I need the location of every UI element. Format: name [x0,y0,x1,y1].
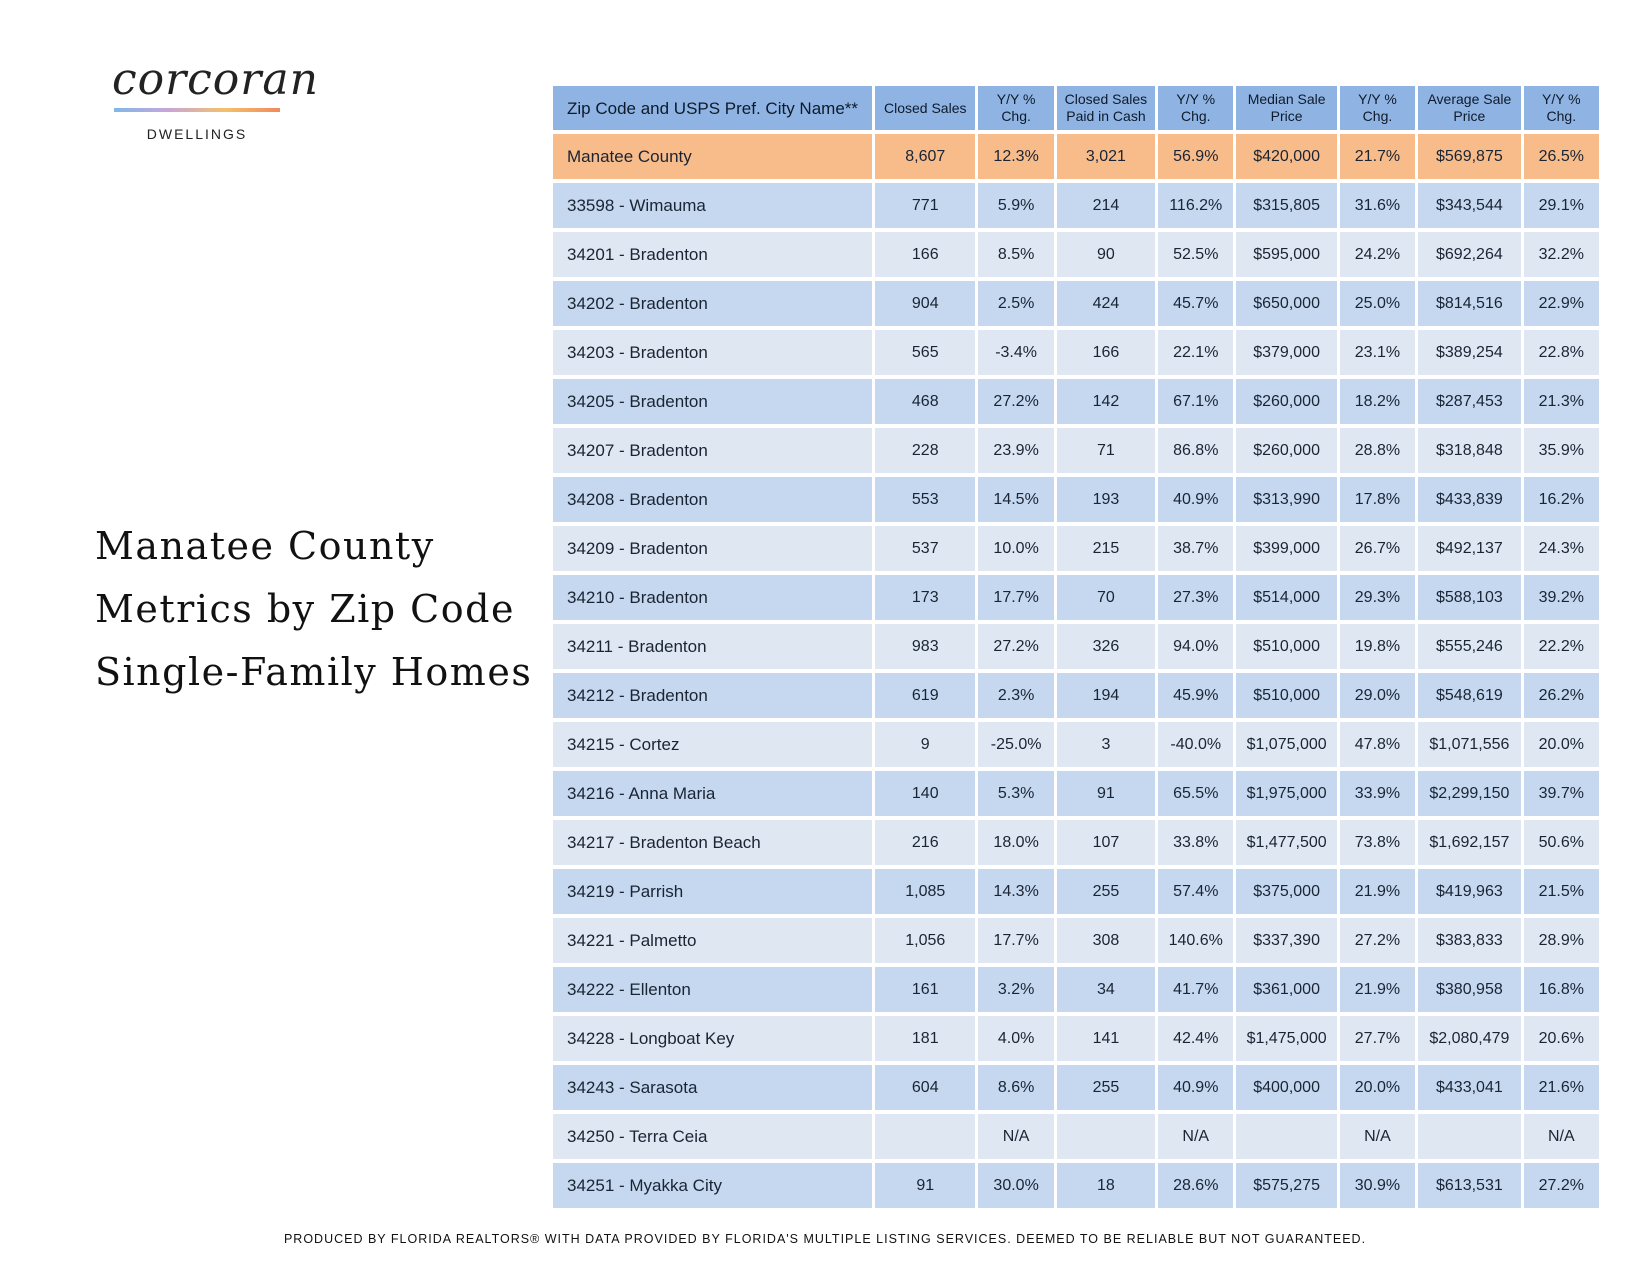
table-cell: 26.7% [1340,526,1415,571]
page-title [95,515,535,704]
table-cell: $575,275 [1236,1163,1336,1208]
row-label-cell: 34203 - Bradenton [553,330,872,375]
table-cell: $692,264 [1418,232,1521,277]
table-cell: 193 [1057,477,1155,522]
row-label-cell: 34210 - Bradenton [553,575,872,620]
table-cell: 39.7% [1524,771,1599,816]
column-header: Y/Y % Chg. [1524,86,1599,130]
table-cell: 21.5% [1524,869,1599,914]
table-cell: 14.3% [978,869,1053,914]
column-header: Y/Y % Chg. [978,86,1053,130]
table-cell: 4.0% [978,1016,1053,1061]
table-cell: 21.9% [1340,967,1415,1012]
table-cell: 27.3% [1158,575,1233,620]
table-cell: 20.6% [1524,1016,1599,1061]
table-cell: 3,021 [1057,134,1155,179]
table-cell: 27.2% [1340,918,1415,963]
table-cell: $2,080,479 [1418,1016,1521,1061]
table-cell: $510,000 [1236,624,1336,669]
table-cell: $260,000 [1236,379,1336,424]
table-cell: 3 [1057,722,1155,767]
table-row [553,624,1599,669]
table-cell: 65.5% [1158,771,1233,816]
row-label-cell: 34228 - Longboat Key [553,1016,872,1061]
table-row [553,330,1599,375]
table-cell: 22.2% [1524,624,1599,669]
table-row [553,918,1599,963]
table-row [553,281,1599,326]
table-cell: 25.0% [1340,281,1415,326]
table-cell [875,1114,975,1159]
table-cell: N/A [1524,1114,1599,1159]
table-cell: $420,000 [1236,134,1336,179]
table-cell: $433,041 [1418,1065,1521,1110]
table-cell: 31.6% [1340,183,1415,228]
table-row [553,232,1599,277]
table-cell: 56.9% [1158,134,1233,179]
table-cell: 45.9% [1158,673,1233,718]
table-cell: $399,000 [1236,526,1336,571]
table-cell: 27.2% [978,379,1053,424]
table-cell: 16.2% [1524,477,1599,522]
table-cell: 215 [1057,526,1155,571]
row-label-cell: 34221 - Palmetto [553,918,872,963]
table-cell: $514,000 [1236,575,1336,620]
table-cell: $555,246 [1418,624,1521,669]
title-line: Manatee County [95,524,435,568]
table-cell: 140 [875,771,975,816]
table-row [553,477,1599,522]
table-cell: $1,475,000 [1236,1016,1336,1061]
table-cell: 181 [875,1016,975,1061]
table-cell: $313,990 [1236,477,1336,522]
table-cell: 619 [875,673,975,718]
table-cell: 34 [1057,967,1155,1012]
table-cell: 40.9% [1158,1065,1233,1110]
table-row [553,722,1599,767]
table-cell: 2.5% [978,281,1053,326]
table-cell: 91 [875,1163,975,1208]
table-cell: $287,453 [1418,379,1521,424]
table-cell: $1,075,000 [1236,722,1336,767]
row-label-cell: 34207 - Bradenton [553,428,872,473]
table-row [553,820,1599,865]
table-cell: 24.3% [1524,526,1599,571]
table-cell: 216 [875,820,975,865]
table-cell: 86.8% [1158,428,1233,473]
table-cell: 52.5% [1158,232,1233,277]
table-row [553,575,1599,620]
table-cell: N/A [1340,1114,1415,1159]
table-cell: 70 [1057,575,1155,620]
row-label-cell: 34201 - Bradenton [553,232,872,277]
table-cell: $318,848 [1418,428,1521,473]
table-cell: $400,000 [1236,1065,1336,1110]
row-label-cell: 34217 - Bradenton Beach [553,820,872,865]
row-label-cell: 34208 - Bradenton [553,477,872,522]
table-cell: $1,477,500 [1236,820,1336,865]
column-header: Y/Y % Chg. [1340,86,1415,130]
table-cell: 28.6% [1158,1163,1233,1208]
table-cell: 18.2% [1340,379,1415,424]
logo-subtitle: DWELLINGS [146,126,248,142]
table-cell: 21.3% [1524,379,1599,424]
table-cell: $1,975,000 [1236,771,1336,816]
table-cell: 27.2% [978,624,1053,669]
table-cell: $595,000 [1236,232,1336,277]
table-cell: 17.7% [978,575,1053,620]
table-cell: 40.9% [1158,477,1233,522]
table-cell: $380,958 [1418,967,1521,1012]
table-cell: 32.2% [1524,232,1599,277]
table-cell: 19.8% [1340,624,1415,669]
table-cell: $361,000 [1236,967,1336,1012]
table-cell: $650,000 [1236,281,1336,326]
table-cell: 771 [875,183,975,228]
table-cell: 8,607 [875,134,975,179]
table-cell: 18 [1057,1163,1155,1208]
table-cell: 29.0% [1340,673,1415,718]
table-row [553,967,1599,1012]
table-cell: 42.4% [1158,1016,1233,1061]
table-cell: 2.3% [978,673,1053,718]
table-cell: $1,692,157 [1418,820,1521,865]
table-row [553,771,1599,816]
row-label-cell: 33598 - Wimauma [553,183,872,228]
table-cell: 71 [1057,428,1155,473]
table-cell: 29.3% [1340,575,1415,620]
table-cell: 90 [1057,232,1155,277]
table-cell: 33.9% [1340,771,1415,816]
table-cell: 23.9% [978,428,1053,473]
table-cell: 57.4% [1158,869,1233,914]
row-label-cell: 34211 - Bradenton [553,624,872,669]
table-cell: $419,963 [1418,869,1521,914]
table-cell: $510,000 [1236,673,1336,718]
column-header: Closed Sales [875,86,975,130]
table-row [553,1114,1599,1159]
table-cell: 29.1% [1524,183,1599,228]
table-cell: 8.6% [978,1065,1053,1110]
table-cell: 3.2% [978,967,1053,1012]
table-cell: 20.0% [1524,722,1599,767]
table-cell: $260,000 [1236,428,1336,473]
table-cell: 21.7% [1340,134,1415,179]
table-cell: 94.0% [1158,624,1233,669]
table-cell: 50.6% [1524,820,1599,865]
table-cell: 20.0% [1340,1065,1415,1110]
table-cell: 1,056 [875,918,975,963]
table-cell: 116.2% [1158,183,1233,228]
table-cell: 30.0% [978,1163,1053,1208]
table-cell: 142 [1057,379,1155,424]
table-row [553,1016,1599,1061]
row-label-cell: 34205 - Bradenton [553,379,872,424]
table-cell: 28.9% [1524,918,1599,963]
corcoran-logo [112,54,319,142]
table-cell: -3.4% [978,330,1053,375]
table-row [553,428,1599,473]
table-cell [1057,1114,1155,1159]
table-cell: $383,833 [1418,918,1521,963]
table-cell: 8.5% [978,232,1053,277]
column-header: Y/Y % Chg. [1158,86,1233,130]
title-line: Metrics by Zip Code [95,587,515,631]
table-cell: $337,390 [1236,918,1336,963]
table-cell: 5.3% [978,771,1053,816]
table-cell: N/A [1158,1114,1233,1159]
row-label-cell: 34250 - Terra Ceia [553,1114,872,1159]
table-cell: 1,085 [875,869,975,914]
table-cell: 47.8% [1340,722,1415,767]
table-cell [1418,1114,1521,1159]
table-cell: 468 [875,379,975,424]
table-row [553,1065,1599,1110]
table-cell: $1,071,556 [1418,722,1521,767]
table-cell: 308 [1057,918,1155,963]
table-cell: 166 [875,232,975,277]
county-summary-row [553,134,1599,179]
row-label-cell: 34215 - Cortez [553,722,872,767]
table-cell: 21.6% [1524,1065,1599,1110]
table-cell: 26.5% [1524,134,1599,179]
row-label-cell: 34222 - Ellenton [553,967,872,1012]
table-cell: -40.0% [1158,722,1233,767]
row-label-cell: 34212 - Bradenton [553,673,872,718]
table-cell: 26.2% [1524,673,1599,718]
table-cell: $389,254 [1418,330,1521,375]
table-row [553,869,1599,914]
table-cell: $315,805 [1236,183,1336,228]
table-cell: 17.7% [978,918,1053,963]
table-cell: 45.7% [1158,281,1233,326]
footer-disclaimer: PRODUCED BY FLORIDA REALTORS® WITH DATA PROVIDED BY FLORIDA'S MULTIPLE LISTING SERVICES. DEEMED TO BE RELIABLE BUT NOT GUARANTEED. [283,1232,1367,1246]
table-cell: 24.2% [1340,232,1415,277]
table-cell: 255 [1057,1065,1155,1110]
table-cell [1236,1114,1336,1159]
table-cell: 73.8% [1340,820,1415,865]
table-cell: $379,000 [1236,330,1336,375]
table-cell: 18.0% [978,820,1053,865]
table-cell: 17.8% [1340,477,1415,522]
column-header: Closed Sales Paid in Cash [1057,86,1155,130]
table-cell: 214 [1057,183,1155,228]
table-cell: 9 [875,722,975,767]
table-cell: 23.1% [1340,330,1415,375]
table-cell: 255 [1057,869,1155,914]
table-cell: 565 [875,330,975,375]
table-cell: 12.3% [978,134,1053,179]
table-row [553,673,1599,718]
table-cell: N/A [978,1114,1053,1159]
row-label-cell: 34251 - Myakka City [553,1163,872,1208]
table-cell: $343,544 [1418,183,1521,228]
table-cell: $569,875 [1418,134,1521,179]
table-cell: 173 [875,575,975,620]
logo-wordmark: corcoran [112,54,319,105]
table-cell: 35.9% [1524,428,1599,473]
logo-gradient-bar [114,108,280,112]
column-header: Average Sale Price [1418,86,1521,130]
table-cell: -25.0% [978,722,1053,767]
row-label-cell: 34209 - Bradenton [553,526,872,571]
table-cell: 14.5% [978,477,1053,522]
table-cell: 16.8% [1524,967,1599,1012]
table-cell: 424 [1057,281,1155,326]
table-cell: 326 [1057,624,1155,669]
row-label-cell: Manatee County [553,134,872,179]
table-cell: 537 [875,526,975,571]
table-cell: 22.8% [1524,330,1599,375]
table-cell: 983 [875,624,975,669]
table-cell: 22.1% [1158,330,1233,375]
table-cell: $814,516 [1418,281,1521,326]
table-cell: 22.9% [1524,281,1599,326]
metrics-table [550,82,1602,1212]
table-row [553,526,1599,571]
table-cell: 30.9% [1340,1163,1415,1208]
row-label-cell: 34216 - Anna Maria [553,771,872,816]
table-cell: 194 [1057,673,1155,718]
table-cell: 904 [875,281,975,326]
table-cell: 141 [1057,1016,1155,1061]
table-body [553,134,1599,1208]
table-row [553,1163,1599,1208]
table-cell: $588,103 [1418,575,1521,620]
table-cell: 10.0% [978,526,1053,571]
table-cell: 28.8% [1340,428,1415,473]
table-cell: 33.8% [1158,820,1233,865]
table-cell: 38.7% [1158,526,1233,571]
table-cell: $548,619 [1418,673,1521,718]
column-header: Median Sale Price [1236,86,1336,130]
table-cell: $433,839 [1418,477,1521,522]
table-cell: 91 [1057,771,1155,816]
table-cell: 166 [1057,330,1155,375]
table-cell: 27.2% [1524,1163,1599,1208]
table-cell: 67.1% [1158,379,1233,424]
table-cell: 5.9% [978,183,1053,228]
table-cell: 228 [875,428,975,473]
row-label-cell: 34219 - Parrish [553,869,872,914]
table-cell: 39.2% [1524,575,1599,620]
table-cell: 161 [875,967,975,1012]
table-cell: $613,531 [1418,1163,1521,1208]
table-row [553,379,1599,424]
table-cell: 107 [1057,820,1155,865]
row-label-cell: 34202 - Bradenton [553,281,872,326]
table-cell: 27.7% [1340,1016,1415,1061]
table-header-row [553,86,1599,130]
table-cell: 140.6% [1158,918,1233,963]
table-cell: 41.7% [1158,967,1233,1012]
title-line: Single-Family Homes [95,650,533,694]
table-cell: 604 [875,1065,975,1110]
table-cell: 21.9% [1340,869,1415,914]
table-cell: 553 [875,477,975,522]
table-cell: $2,299,150 [1418,771,1521,816]
table-row [553,183,1599,228]
table-cell: $375,000 [1236,869,1336,914]
row-label-cell: 34243 - Sarasota [553,1065,872,1110]
column-header: Zip Code and USPS Pref. City Name** [553,86,872,130]
table-cell: $492,137 [1418,526,1521,571]
